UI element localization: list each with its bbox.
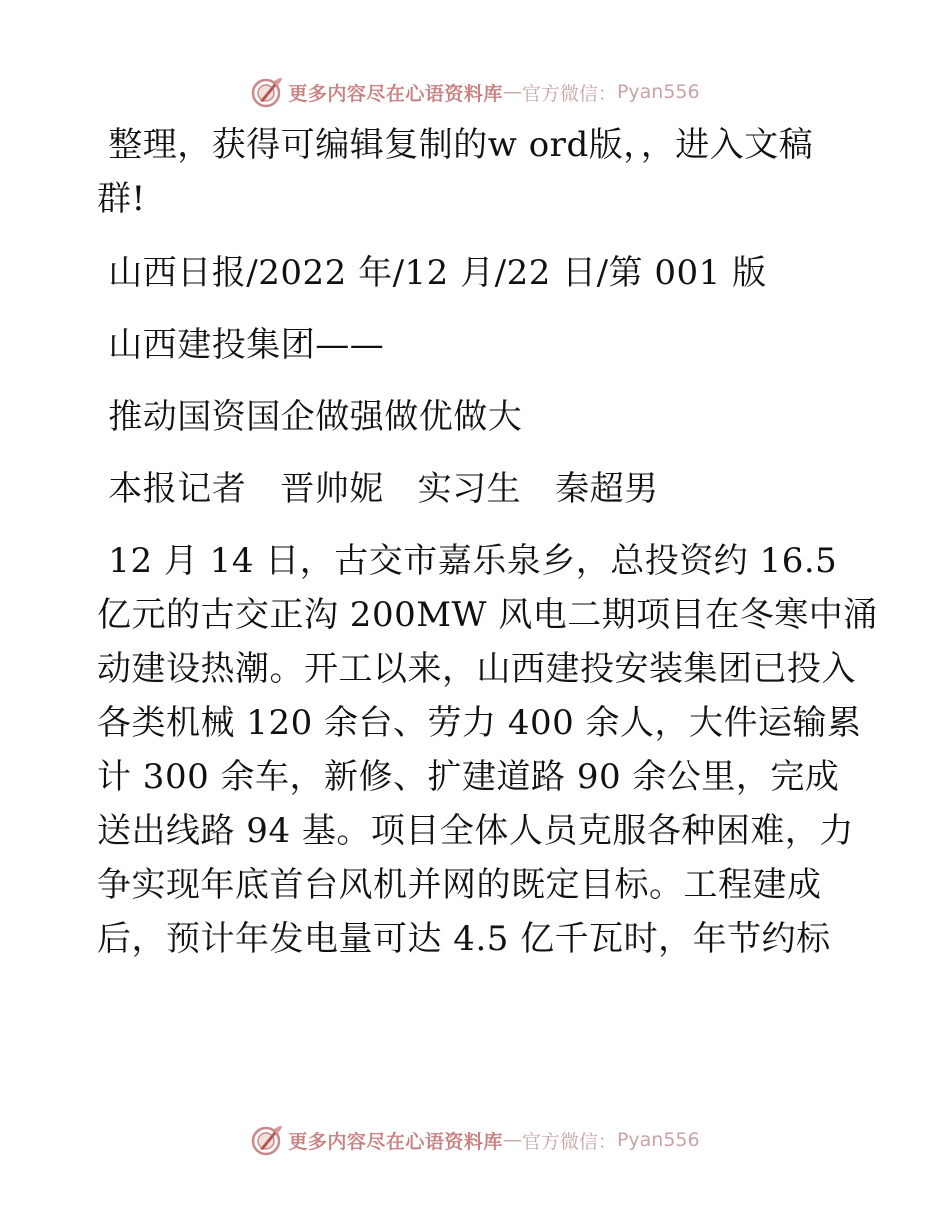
body-line: 亿元的古交正沟 200MW 风电二期项目在冬寒中涌 <box>97 595 878 635</box>
body-line: 计 300 余车，新修、扩建道路 90 余公里，完成 <box>97 757 840 797</box>
watermark-footer <box>0 1120 950 1160</box>
body-line: 送出线路 94 基。项目全体人员克服各种困难，力 <box>97 811 854 851</box>
body-line: 各类机械 120 余台、劳力 400 余人，大件运输累 <box>97 703 862 743</box>
watermark-separator: — <box>502 81 522 103</box>
quill-logo-icon <box>250 1123 284 1157</box>
article-title-line-2: 推动国资国企做强做优做大 <box>97 397 523 437</box>
watermark-wechat-label: 官方微信： <box>521 1130 617 1153</box>
watermark-wechat-id: Pyan556 <box>616 1129 700 1151</box>
body-line: 12 月 14 日，古交市嘉乐泉乡，总投资约 16.5 <box>97 541 838 581</box>
article-content <box>97 118 878 966</box>
body-line: 争实现年底首台风机并网的既定目标。工程建成 <box>97 865 822 905</box>
watermark-text: 更多内容尽在心语资料库 <box>288 82 503 105</box>
byline: 本报记者 晋帅妮 实习生 秦超男 <box>97 469 659 509</box>
intro-line-2: 群! <box>97 179 146 219</box>
watermark-wechat-id: Pyan556 <box>616 81 700 103</box>
source-line: 山西日报/2022 年/12 月/22 日/第 001 版 <box>97 253 767 293</box>
watermark-header <box>0 72 950 112</box>
body-line: 后，预计年发电量可达 4.5 亿千瓦时，年节约标 <box>97 919 831 959</box>
article-title-line-1: 山西建投集团—— <box>97 325 385 365</box>
watermark-separator: — <box>502 1129 522 1151</box>
watermark-text: 更多内容尽在心语资料库 <box>288 1130 503 1153</box>
watermark-wechat-label: 官方微信： <box>521 82 617 105</box>
intro-line-1: 整理，获得可编辑复制的w ord版，，进入文稿 <box>97 125 814 165</box>
body-line: 动建设热潮。开工以来，山西建投安装集团已投入 <box>97 649 856 689</box>
quill-logo-icon <box>250 75 284 109</box>
